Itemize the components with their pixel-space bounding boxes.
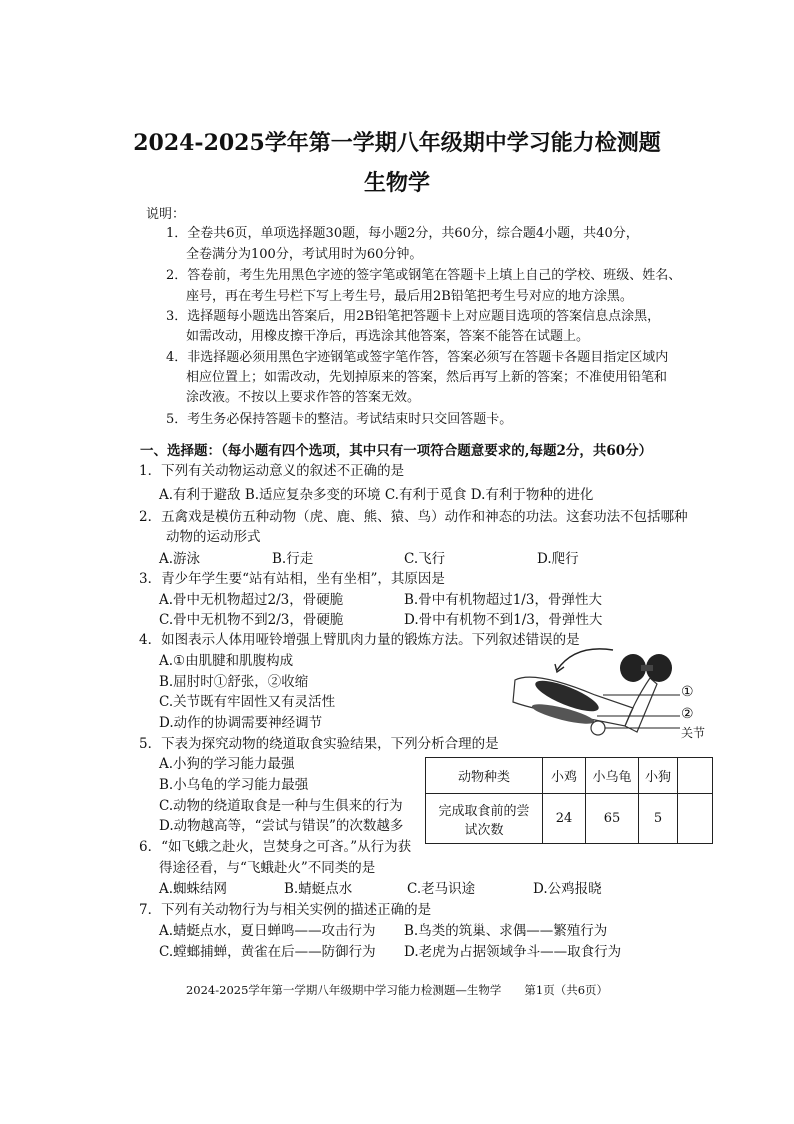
q3-option-b: B.骨中有机物超过1/3，骨弹性大 (404, 592, 602, 608)
q5-option-a: A.小狗的学习能力最强 (159, 756, 295, 772)
q5-data-table (425, 757, 713, 844)
q7-option-d: D.老虎为占据领域争斗——取食行为 (404, 944, 622, 960)
row-label-line-1: 完成取食前的尝 (438, 803, 530, 819)
note-5-line-1: 5．考生务必保持答题卡的整洁。考试结束时只交回答题卡。 (166, 412, 513, 427)
q7-stem: 7．下列有关动物行为与相关实例的描述正确的是 (139, 902, 432, 918)
q5-stem: 5．下表为探究动物的绕道取食实验结果，下列分析合理的是 (139, 736, 499, 752)
table-row (426, 794, 713, 844)
q6-option-c: C.老马识途 (407, 881, 476, 897)
q4-option-d: D.动作的协调需要神经调节 (159, 715, 323, 731)
note-4-line-2: 相应位置上；如需改动，先划掉原来的答案，然后再写上新的答案；不准使用铅笔和 (186, 370, 668, 385)
q3-option-c: C.骨中无机物不到2/3，骨硬脆 (159, 612, 344, 628)
q1-stem: 1．下列有关动物运动意义的叙述不正确的是 (139, 463, 405, 479)
note-3-line-1: 3．选择题每小题选出答案后，用2B铅笔把答题卡上对应题目选项的答案信息点涂黑， (166, 309, 661, 324)
q5-option-c: C.动物的绕道取食是一种与生俱来的行为 (159, 798, 403, 814)
q5-option-d: D.动物越高等，“尝试与错误”的次数越多 (159, 818, 404, 834)
exam-title: 2024-2025学年第一学期八年级期中学习能力检测题 (133, 130, 661, 156)
table-cell: 小乌龟 (586, 758, 639, 794)
table-cell (678, 794, 713, 844)
table-cell: 小狗 (639, 758, 678, 794)
table-cell: 小鸡 (543, 758, 586, 794)
q6-option-b: B.蜻蜓点水 (284, 881, 353, 897)
q3-stem: 3．青少年学生要“站有站相，坐有坐相”，其原因是 (139, 571, 445, 587)
table-cell: 65 (586, 794, 639, 844)
q1-options: A.有利于避敌 B.适应复杂多变的环境 C.有利于觅食 D.有利于物种的进化 (159, 487, 594, 503)
q2-option-a: A.游泳 (159, 551, 201, 567)
q2-option-d: D.爬行 (537, 551, 579, 567)
table-cell: 24 (543, 794, 586, 844)
q2-option-c: C.飞行 (404, 551, 446, 567)
q7-option-a: A.蜻蜓点水，夏日蝉鸣——攻击行为 (159, 923, 376, 939)
arm-dumbbell-diagram (505, 640, 715, 742)
q6-option-d: D.公鸡报晓 (533, 881, 602, 897)
q3-option-a: A.骨中无机物超过2/3，骨硬脆 (159, 592, 344, 608)
q7-option-c: C.螳螂捕蝉，黄雀在后——防御行为 (159, 944, 376, 960)
label-2: ② (681, 706, 694, 722)
note-2-line-1: 2．答卷前，考生先用黑色字迹的签字笔或钢笔在答题卡上填上自己的学校、班级、姓名、 (166, 268, 682, 283)
q4-option-b: B.屈肘时①舒张，②收缩 (159, 674, 309, 690)
note-1-line-1: 1．全卷共6页，单项选择题30题，每小题2分，共60分，综合题4小题，共40分， (166, 226, 639, 241)
elbow-joint (591, 721, 605, 735)
table-cell (678, 758, 713, 794)
exam-subject: 生物学 (363, 170, 430, 196)
table-row-label (426, 794, 543, 844)
note-4-line-3: 涂改液。不按以上要求作答的答案无效。 (186, 390, 421, 405)
note-2-line-2: 座号，再在考生号栏下写上考生号，最后用2B铅笔把考生号对应的地方涂黑。 (186, 289, 633, 304)
q6-stem-cont: 得途径看，与“飞蛾赴火”不同类的是 (159, 860, 376, 876)
q2-option-b: B.行走 (272, 551, 314, 567)
curved-arrow-icon (557, 649, 613, 670)
note-4-line-1: 4．非选择题必须用黑色字迹钢笔或签字笔作答，答案必须写在答题卡各题目指定区域内 (166, 350, 669, 365)
q3-option-d: D.骨中有机物不到1/3，骨弹性大 (404, 612, 603, 628)
table-header-row (426, 758, 713, 794)
row-label-line-2: 试次数 (464, 822, 504, 838)
note-1-line-2: 全卷满分为100分，考试用时为60分钟。 (186, 247, 423, 262)
page-footer: 2024-2025学年第一学期八年级期中学习能力检测题—生物学 第1页（共6页） (185, 983, 609, 997)
q4-stem: 4．如图表示人体用哑铃增强上臂肌肉力量的锻炼方法。下列叙述错误的是 (139, 632, 580, 648)
q6-stem: 6．“如飞蛾之赴火，岂焚身之可吝。”从行为获 (139, 839, 412, 855)
notes-header: 说明： (146, 207, 186, 222)
label-1: ① (681, 684, 694, 700)
table-cell: 动物种类 (426, 758, 543, 794)
q4-option-c: C.关节既有牢固性又有灵活性 (159, 694, 336, 710)
q6-option-a: A.蜘蛛结网 (159, 881, 228, 897)
table-cell: 5 (639, 794, 678, 844)
q5-option-b: B.小乌龟的学习能力最强 (159, 777, 309, 793)
note-3-line-2: 如需改动，用橡皮擦干净后，再选涂其他答案，答案不能答在试题上。 (186, 329, 590, 344)
label-joint: 关节 (681, 726, 706, 740)
section-heading: 一、选择题：（每小题有四个选项，其中只有一项符合题意要求的,每题2分，共60分） (140, 443, 653, 459)
q7-option-b: B.鸟类的筑巢、求偶——繁殖行为 (404, 923, 608, 939)
q2-stem: 2．五禽戏是模仿五种动物（虎、鹿、熊、猿、鸟）动作和神态的功法。这套功法不包括哪种 (139, 509, 688, 525)
q2-stem-cont: 动物的运动形式 (166, 529, 261, 545)
q4-option-a: A.①由肌腱和肌腹构成 (159, 653, 294, 669)
